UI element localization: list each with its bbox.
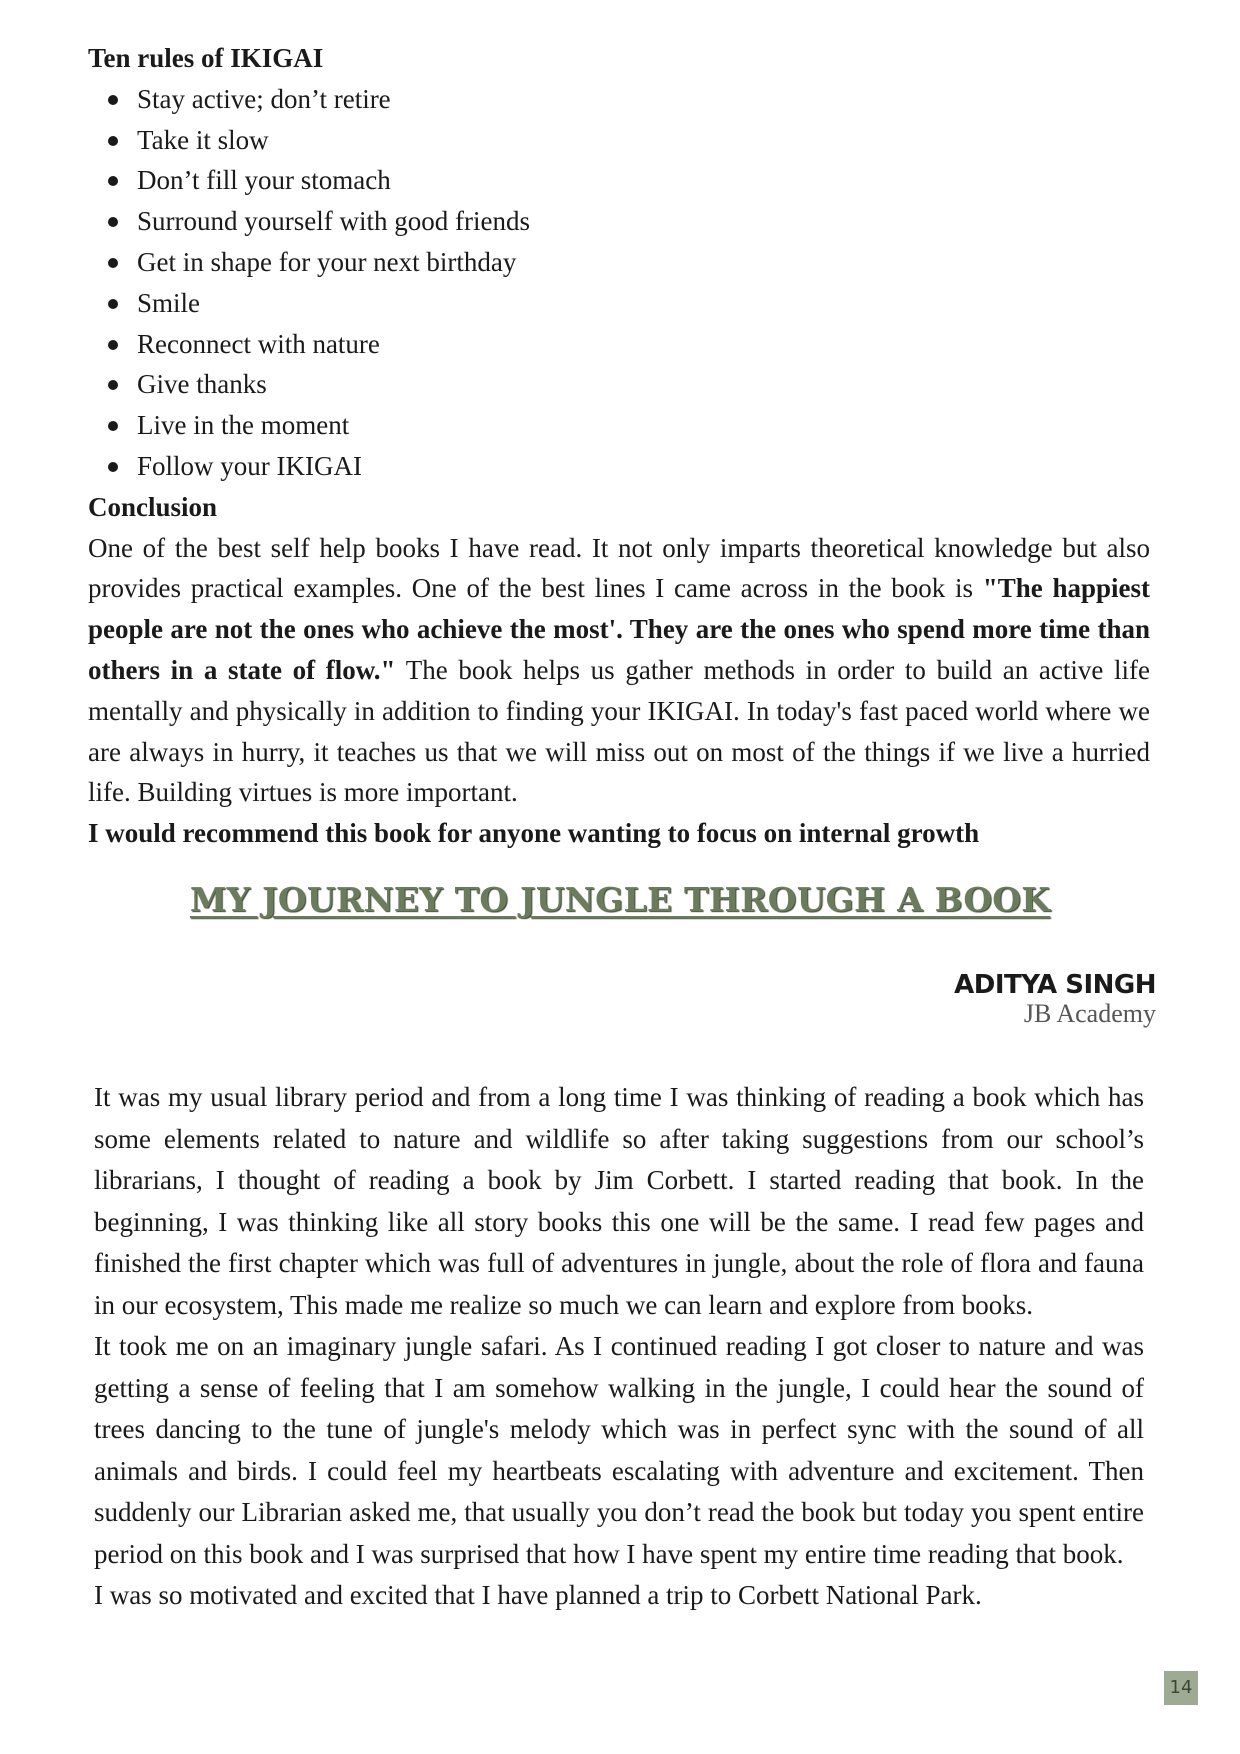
bullet-icon xyxy=(108,136,118,146)
bullet-icon xyxy=(108,95,118,105)
article-paragraph: It took me on an imaginary jungle safari. As I continued reading I got closer to nature and was getting a sense of feeling that I am somehow walking in the jungle, I could hear the sound of trees dancing to the tune of jungle's melody which was in perfect sync with the sound of all animals and birds. I could feel my heartbeats escalating with adventure and excitement. Then suddenly our Librarian asked me, that usually you don’t read the book but today you spent entire period on this book and I was surprised that how I have spent my entire time reading that book. xyxy=(94,1331,1144,1569)
book-quote: "The happiest people are not the ones who achieve the most'. They are the ones who spend more time than others in a state of flow." xyxy=(88,573,1150,685)
rule-item: Surround yourself with good friends xyxy=(88,201,1150,242)
bullet-icon xyxy=(108,299,118,309)
bullet-icon xyxy=(108,380,118,390)
author-block xyxy=(954,970,1156,1028)
rules-list xyxy=(88,79,1150,487)
page-number: 14 xyxy=(1164,1671,1198,1705)
recommendation-line: I would recommend this book for anyone wanting to focus on internal growth xyxy=(88,818,980,849)
conclusion-heading: Conclusion xyxy=(88,491,218,522)
rule-item: Stay active; don’t retire xyxy=(88,79,1150,120)
rule-item: Smile xyxy=(88,283,1150,324)
bullet-icon xyxy=(108,176,118,186)
rule-item: Reconnect with nature xyxy=(88,324,1150,365)
rule-item: Take it slow xyxy=(88,120,1150,161)
article-paragraph: It was my usual library period and from a long time I was thinking of reading a book which has some elements related to nature and wildlife so after taking suggestions from our school’s librarians, I thought of reading a book by Jim Corbett. I started reading that book. In the beginning, I was thinking like all story books this one will be the same. I read few pages and finished the first chapter which was full of adventures in jungle, about the role of flora and fauna in our ecosystem, This made me realize so much we can learn and explore from books. xyxy=(94,1082,1144,1320)
bullet-icon xyxy=(108,258,118,268)
rule-item: Follow your IKIGAI xyxy=(88,446,1150,487)
author-name: ADITYA SINGH xyxy=(954,970,1156,1000)
rule-item: Live in the moment xyxy=(88,405,1150,446)
rules-heading: Ten rules of IKIGAI xyxy=(88,43,324,73)
rule-item: Get in shape for your next birthday xyxy=(88,242,1150,283)
rule-item: Don’t fill your stomach xyxy=(88,160,1150,201)
article-title: MY JOURNEY TO JUNGLE THROUGH A BOOK xyxy=(189,880,1051,919)
rule-item: Give thanks xyxy=(88,364,1150,405)
author-school: JB Academy xyxy=(1023,999,1156,1028)
article-paragraph: I was so motivated and excited that I have planned a trip to Corbett National Park. xyxy=(94,1580,982,1610)
bullet-icon xyxy=(108,217,118,227)
bullet-icon xyxy=(108,340,118,350)
bullet-icon xyxy=(108,421,118,431)
bullet-icon xyxy=(108,462,118,472)
conclusion-paragraph: One of the best self help books I have read. It not only imparts theoretical knowledge but also provides practical examples. One of the best lines I came across in the book is "The happiest people are not the ones who achieve the most'. They are the ones who spend more time than others in a state of flow." The book helps us gather methods in order to build an active life mentally and physically in addition to finding your IKIGAI. In today's fast paced world where we are always in hurry, it teaches us that we will miss out on most of the things if we live a hurried life. Building virtues is more important. xyxy=(88,532,1150,808)
book-review-continuation xyxy=(88,38,1150,854)
article-body xyxy=(94,1077,1144,1617)
